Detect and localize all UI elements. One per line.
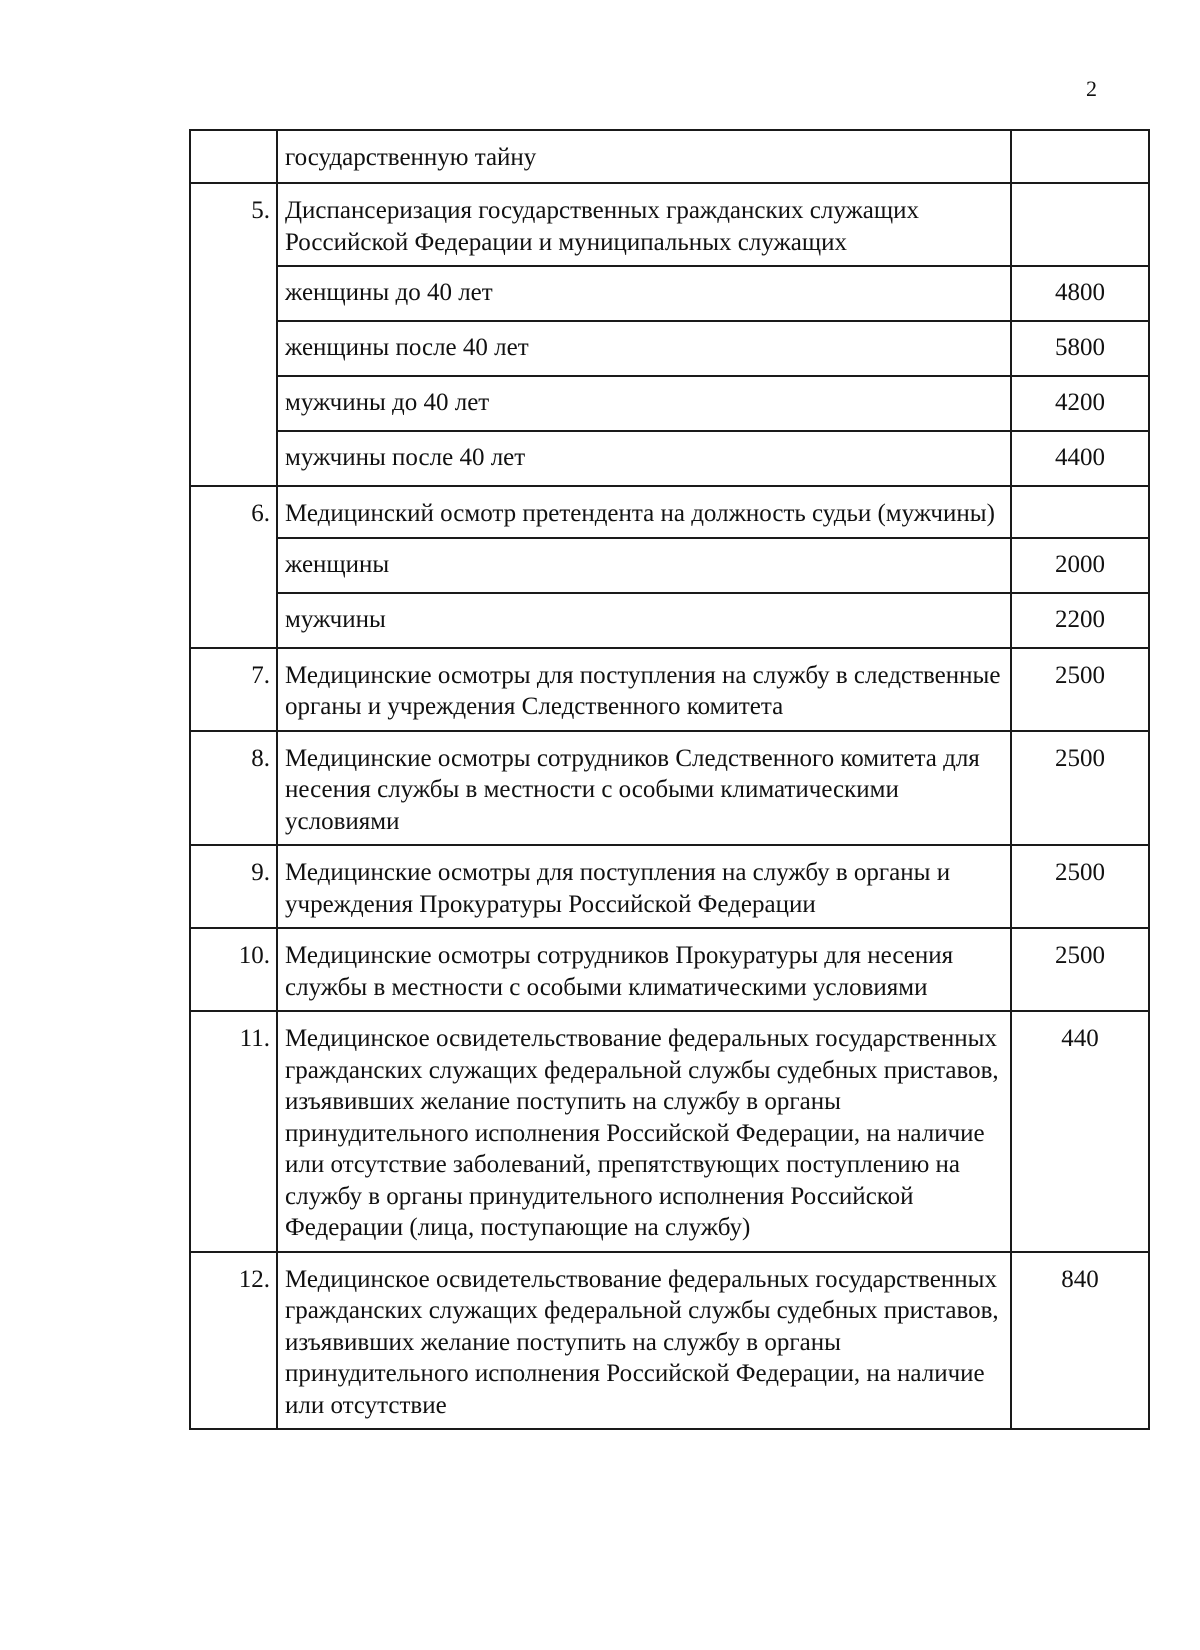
subrow-description: мужчины после 40 лет [277,431,1011,486]
row-description: Медицинские осмотры сотрудников Следственного комитета для несения службы в местности с особыми климатическими условиями [277,731,1011,846]
row-number: 6. [190,486,277,648]
table-subrow [190,538,1149,593]
row-number: 11. [190,1011,277,1252]
table-subrow [190,593,1149,648]
subrow-price: 4400 [1011,431,1149,486]
row-price: 2500 [1011,731,1149,846]
table-row [190,130,1149,183]
table-subrow [190,321,1149,376]
row-number: 7. [190,648,277,731]
row-price [1011,130,1149,183]
subrow-description: мужчины до 40 лет [277,376,1011,431]
row-number [190,130,277,183]
row-description: Диспансеризация государственных гражданских служащих Российской Федерации и муниципальных служащих [277,183,1011,266]
table-row [190,928,1149,1011]
subrow-price: 4800 [1011,266,1149,321]
row-price: 2500 [1011,648,1149,731]
row-price [1011,183,1149,266]
table-row [190,183,1149,266]
table-row [190,1252,1149,1430]
row-number: 5. [190,183,277,486]
price-table [189,129,1150,1430]
subrow-description: женщины до 40 лет [277,266,1011,321]
row-description: Медицинские осмотры сотрудников Прокуратуры для несения службы в местности с особыми климатическими условиями [277,928,1011,1011]
subrow-description: женщины после 40 лет [277,321,1011,376]
row-price: 440 [1011,1011,1149,1252]
row-price: 2500 [1011,845,1149,928]
row-number: 10. [190,928,277,1011]
row-price: 840 [1011,1252,1149,1430]
page-number: 2 [1086,76,1097,101]
subrow-price: 2000 [1011,538,1149,593]
row-description: Медицинский осмотр претендента на должность судьи (мужчины) [277,486,1011,538]
subrow-price: 5800 [1011,321,1149,376]
table-row [190,648,1149,731]
row-description: государственную тайну [277,130,1011,183]
table-row [190,845,1149,928]
price-table-body [190,130,1149,1429]
row-number: 9. [190,845,277,928]
table-row [190,486,1149,538]
subrow-description: мужчины [277,593,1011,648]
row-number: 8. [190,731,277,846]
table-subrow [190,431,1149,486]
row-price: 2500 [1011,928,1149,1011]
row-price [1011,486,1149,538]
table-subrow [190,376,1149,431]
subrow-description: женщины [277,538,1011,593]
table-subrow [190,266,1149,321]
subrow-price: 2200 [1011,593,1149,648]
table-row [190,731,1149,846]
row-description: Медицинские осмотры для поступления на службу в следственные органы и учреждения Следственного комитета [277,648,1011,731]
row-number: 12. [190,1252,277,1430]
row-description: Медицинские осмотры для поступления на службу в органы и учреждения Прокуратуры Российской Федерации [277,845,1011,928]
row-description: Медицинское освидетельствование федеральных государственных гражданских служащих федеральной службы судебных приставов, изъявивших желание поступить на службу в органы принудительного исполнения Российской Федерации, на наличие или отсутствие [277,1252,1011,1430]
row-description: Медицинское освидетельствование федеральных государственных гражданских служащих федеральной службы судебных приставов, изъявивших желание поступить на службу в органы принудительного исполнения Российской Федерации, на наличие или отсутствие заболеваний, препятствующих поступлению на службу в органы принудительного исполнения Российской Федерации (лица, поступающие на службу) [277,1011,1011,1252]
subrow-price: 4200 [1011,376,1149,431]
table-row [190,1011,1149,1252]
